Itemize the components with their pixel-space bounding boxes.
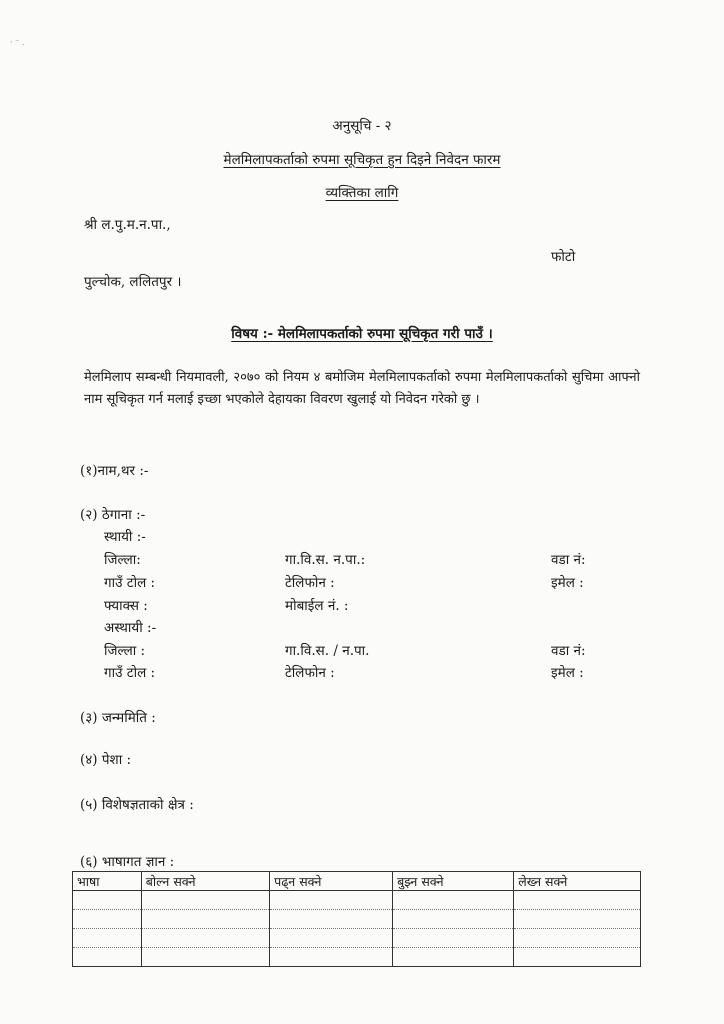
subject-line [0,324,724,342]
name-field: (१)नाम,थर :- [80,463,149,479]
table-cell [393,891,514,910]
table-cell [141,891,269,910]
table-cell [270,891,393,910]
table-cell [393,948,514,967]
form-title: मेलमिलापकर्ताको रुपमा सूचिकृत हुन दिइने निवेदन फारम [223,152,501,168]
addressee-line1: श्री ल.पु.म.न.पा., [84,217,171,233]
photo-label: फोटो [551,249,576,265]
table-row [73,891,641,910]
language-table [72,871,641,967]
p-mobile-field: मोबाईल नं. : [285,598,349,614]
table-cell [141,910,269,929]
table-row [73,929,641,948]
col-write: लेख्न सक्ने [514,872,641,891]
permanent-label: स्थायी :- [104,529,146,545]
table-cell [514,910,641,929]
schedule-label: अनुसूचि - २ [332,118,392,134]
col-language: भाषा [73,872,142,891]
col-read: पढ्न सक्ने [270,872,393,891]
table-row [73,910,641,929]
t-vdc-field: गा.वि.स. / न.पा. [285,643,370,659]
scan-speck: · ⁻ . [10,38,25,47]
t-ward-field: वडा नं: [551,643,586,659]
table-cell [270,948,393,967]
p-vdc-field: गा.वि.स. न.पा.: [285,552,366,568]
t-email-field: इमेल : [551,665,584,681]
p-village-field: गाउँ टोल : [104,575,156,591]
table-cell [514,948,641,967]
table-cell [270,910,393,929]
table-cell [514,891,641,910]
t-phone-field: टेलिफोन : [285,665,335,681]
p-email-field: इमेल : [551,575,584,591]
p-ward-field: वडा नं: [551,552,586,568]
col-understand: बुझ्न सक्ने [393,872,514,891]
body-paragraph: मेलमिलाप सम्बन्धी नियमावली, २०७० को नियम ४ बमोजिम मेलमिलापकर्ताको रुपमा मेलमिलापकर्ताको सुचिमा आफ्नो नाम सूचिकृत गर्न मलाई इच्छा भएकोले देहायका विवरण खुलाई यो निवेदन गरेको छु । [84,370,640,407]
subject-text: विषय :- मेलमिलापकर्ताको रुपमा सूचिकृत गरी पाउँ । [231,326,493,342]
col-speak: बोल्न सक्ने [141,872,269,891]
p-district-field: जिल्ला: [104,552,141,568]
addressee-line2: पुल्चोक, ललितपुर । [84,274,182,290]
table-cell [514,929,641,948]
temporary-label: अस्थायी :- [104,620,157,636]
table-header-row [73,872,641,891]
table-cell [141,929,269,948]
form-subtitle: व्यक्तिका लागि [325,185,399,201]
p-fax-field: फ्याक्स : [104,598,148,614]
language-field: (६) भाषागत ज्ञान : [80,854,175,870]
dob-field: (३) जन्ममिति : [80,710,156,726]
table-cell [73,948,142,967]
table-cell [73,929,142,948]
table-cell [393,910,514,929]
t-village-field: गाउँ टोल : [104,665,156,681]
table-cell [73,891,142,910]
expertise-field: (५) विशेषज्ञताको क्षेत्र : [80,797,194,813]
table-cell [73,910,142,929]
address-field: (२) ठेगाना :- [80,507,146,523]
table-cell [393,929,514,948]
table-row [73,948,641,967]
table-cell [270,929,393,948]
t-district-field: जिल्ला : [104,643,146,659]
occupation-field: (४) पेशा : [80,752,132,768]
p-phone-field: टेलिफोन : [285,575,335,591]
table-cell [141,948,269,967]
